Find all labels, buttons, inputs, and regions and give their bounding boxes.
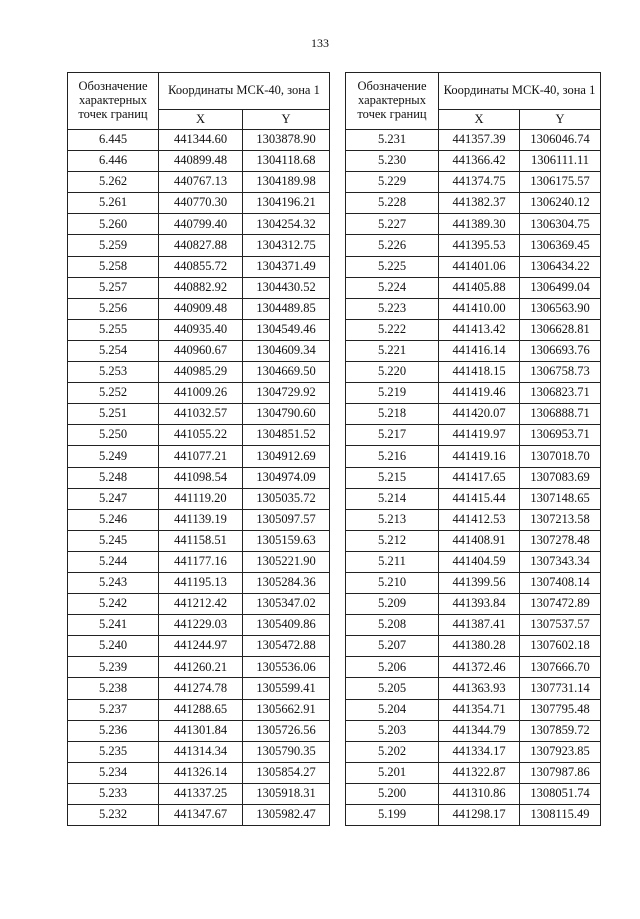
table-row	[68, 298, 330, 319]
y-coordinate-cell: 1307731.14	[520, 678, 601, 699]
x-coordinate-cell: 440909.48	[159, 298, 243, 319]
y-coordinate-cell: 1306046.74	[520, 130, 601, 151]
x-coordinate-cell: 441408.91	[439, 530, 520, 551]
point-id-cell: 5.233	[68, 783, 159, 804]
point-id-cell: 5.236	[68, 720, 159, 741]
table-row	[68, 467, 330, 488]
y-coordinate-cell: 1304912.69	[243, 446, 330, 467]
point-id-cell: 5.232	[68, 805, 159, 826]
y-coordinate-cell: 1306953.71	[520, 425, 601, 446]
x-coordinate-cell: 441417.65	[439, 467, 520, 488]
x-coordinate-cell: 440855.72	[159, 256, 243, 277]
x-coordinate-cell: 441399.56	[439, 572, 520, 593]
x-coordinate-cell: 441382.37	[439, 193, 520, 214]
y-coordinate-cell: 1307795.48	[520, 699, 601, 720]
x-coordinate-cell: 441415.44	[439, 488, 520, 509]
y-coordinate-cell: 1305159.63	[243, 530, 330, 551]
y-coordinate-cell: 1306563.90	[520, 298, 601, 319]
x-coordinate-cell: 441418.15	[439, 362, 520, 383]
point-id-cell: 5.257	[68, 277, 159, 298]
y-coordinate-cell: 1304609.34	[243, 340, 330, 361]
x-coordinate-cell: 441347.67	[159, 805, 243, 826]
point-id-cell: 5.243	[68, 572, 159, 593]
x-coordinate-cell: 441389.30	[439, 214, 520, 235]
x-coordinate-cell: 441412.53	[439, 509, 520, 530]
x-column-header: X	[159, 110, 243, 130]
point-id-cell: 5.244	[68, 551, 159, 572]
x-coordinate-cell: 440960.67	[159, 340, 243, 361]
y-coordinate-cell: 1307018.70	[520, 446, 601, 467]
point-id-cell: 5.252	[68, 383, 159, 404]
y-coordinate-cell: 1305662.91	[243, 699, 330, 720]
y-coordinate-cell: 1304430.52	[243, 277, 330, 298]
point-id-cell: 5.210	[346, 572, 439, 593]
y-coordinate-cell: 1304312.75	[243, 235, 330, 256]
table-row	[346, 741, 601, 762]
coordinates-group-header: Координаты МСК-40, зона 1	[159, 73, 330, 110]
point-id-cell: 5.254	[68, 340, 159, 361]
x-coordinate-cell: 441380.28	[439, 636, 520, 657]
table-row	[68, 277, 330, 298]
point-id-cell: 5.217	[346, 425, 439, 446]
table-row	[346, 805, 601, 826]
table-row	[346, 572, 601, 593]
table-row	[68, 235, 330, 256]
table-row	[68, 404, 330, 425]
table-row	[68, 383, 330, 404]
point-column-header: Обозначение характерных точек границ	[68, 73, 159, 130]
y-coordinate-cell: 1304974.09	[243, 467, 330, 488]
table-row	[346, 172, 601, 193]
x-coordinate-cell: 441401.06	[439, 256, 520, 277]
y-coordinate-cell: 1305918.31	[243, 783, 330, 804]
point-id-cell: 5.227	[346, 214, 439, 235]
y-coordinate-cell: 1307213.58	[520, 509, 601, 530]
y-coordinate-cell: 1306758.73	[520, 362, 601, 383]
table-row	[68, 509, 330, 530]
point-id-cell: 5.212	[346, 530, 439, 551]
y-coordinate-cell: 1308115.49	[520, 805, 601, 826]
table-row	[68, 193, 330, 214]
point-id-cell: 5.218	[346, 404, 439, 425]
x-coordinate-cell: 441322.87	[439, 762, 520, 783]
y-coordinate-cell: 1305221.90	[243, 551, 330, 572]
y-coordinate-cell: 1304489.85	[243, 298, 330, 319]
table-row	[68, 172, 330, 193]
table-row	[68, 720, 330, 741]
point-id-cell: 5.239	[68, 657, 159, 678]
point-id-cell: 5.259	[68, 235, 159, 256]
table-row	[346, 657, 601, 678]
point-id-cell: 5.228	[346, 193, 439, 214]
table-row	[346, 530, 601, 551]
y-coordinate-cell: 1305409.86	[243, 615, 330, 636]
table-row	[68, 636, 330, 657]
point-id-cell: 5.258	[68, 256, 159, 277]
x-coordinate-cell: 441419.46	[439, 383, 520, 404]
table-row	[68, 151, 330, 172]
y-coordinate-cell: 1306888.71	[520, 404, 601, 425]
y-coordinate-cell: 1304189.98	[243, 172, 330, 193]
table-row	[346, 298, 601, 319]
point-id-cell: 5.253	[68, 362, 159, 383]
point-id-cell: 6.446	[68, 151, 159, 172]
x-coordinate-cell: 440827.88	[159, 235, 243, 256]
x-coordinate-cell: 441077.21	[159, 446, 243, 467]
x-coordinate-cell: 441363.93	[439, 678, 520, 699]
table-row	[346, 235, 601, 256]
table-row	[346, 362, 601, 383]
x-coordinate-cell: 441212.42	[159, 594, 243, 615]
table-row	[346, 256, 601, 277]
table-row	[346, 678, 601, 699]
table-row	[346, 383, 601, 404]
y-coordinate-cell: 1304790.60	[243, 404, 330, 425]
table-row	[68, 699, 330, 720]
x-coordinate-cell: 441374.75	[439, 172, 520, 193]
y-coordinate-cell: 1304196.21	[243, 193, 330, 214]
y-coordinate-cell: 1304729.92	[243, 383, 330, 404]
y-coordinate-cell: 1306304.75	[520, 214, 601, 235]
table-row	[68, 762, 330, 783]
x-coordinate-cell: 441419.16	[439, 446, 520, 467]
point-id-cell: 5.247	[68, 488, 159, 509]
point-id-cell: 5.248	[68, 467, 159, 488]
point-id-cell: 5.206	[346, 657, 439, 678]
point-id-cell: 5.205	[346, 678, 439, 699]
point-id-cell: 5.237	[68, 699, 159, 720]
point-id-cell: 5.261	[68, 193, 159, 214]
y-coordinate-cell: 1307859.72	[520, 720, 601, 741]
y-coordinate-cell: 1304118.68	[243, 151, 330, 172]
table-row	[68, 678, 330, 699]
point-id-cell: 5.225	[346, 256, 439, 277]
point-id-cell: 5.216	[346, 446, 439, 467]
x-coordinate-cell: 441055.22	[159, 425, 243, 446]
y-column-header: Y	[520, 110, 601, 130]
point-id-cell: 5.221	[346, 340, 439, 361]
x-coordinate-cell: 441366.42	[439, 151, 520, 172]
point-id-cell: 5.245	[68, 530, 159, 551]
y-coordinate-cell: 1306175.57	[520, 172, 601, 193]
point-id-cell: 5.262	[68, 172, 159, 193]
point-id-cell: 5.241	[68, 615, 159, 636]
x-coordinate-cell: 440767.13	[159, 172, 243, 193]
y-coordinate-cell: 1305035.72	[243, 488, 330, 509]
table-row	[346, 615, 601, 636]
table-row	[68, 551, 330, 572]
point-id-cell: 5.249	[68, 446, 159, 467]
x-coordinate-cell: 441393.84	[439, 594, 520, 615]
y-coordinate-cell: 1305726.56	[243, 720, 330, 741]
point-id-cell: 5.222	[346, 319, 439, 340]
x-coordinate-cell: 441301.84	[159, 720, 243, 741]
point-id-cell: 5.207	[346, 636, 439, 657]
point-id-cell: 5.219	[346, 383, 439, 404]
table-row	[346, 762, 601, 783]
point-id-cell: 5.251	[68, 404, 159, 425]
table-row	[346, 214, 601, 235]
y-coordinate-cell: 1306628.81	[520, 319, 601, 340]
x-coordinate-cell: 441326.14	[159, 762, 243, 783]
table-row	[68, 572, 330, 593]
point-id-cell: 5.215	[346, 467, 439, 488]
x-coordinate-cell: 441260.21	[159, 657, 243, 678]
point-id-cell: 5.229	[346, 172, 439, 193]
table-row	[68, 530, 330, 551]
y-coordinate-cell: 1307472.89	[520, 594, 601, 615]
x-coordinate-cell: 441334.17	[439, 741, 520, 762]
y-coordinate-cell: 1305982.47	[243, 805, 330, 826]
point-id-cell: 5.230	[346, 151, 439, 172]
x-coordinate-cell: 441119.20	[159, 488, 243, 509]
x-coordinate-cell: 441229.03	[159, 615, 243, 636]
y-coordinate-cell: 1307343.34	[520, 551, 601, 572]
table-row	[68, 319, 330, 340]
x-coordinate-cell: 441419.97	[439, 425, 520, 446]
y-coordinate-cell: 1307923.85	[520, 741, 601, 762]
y-coordinate-cell: 1307278.48	[520, 530, 601, 551]
y-coordinate-cell: 1306693.76	[520, 340, 601, 361]
table-row	[68, 615, 330, 636]
y-coordinate-cell: 1304254.32	[243, 214, 330, 235]
table-row	[68, 594, 330, 615]
table-row	[346, 594, 601, 615]
y-column-header: Y	[243, 110, 330, 130]
point-id-cell: 5.246	[68, 509, 159, 530]
y-coordinate-cell: 1305097.57	[243, 509, 330, 530]
y-coordinate-cell: 1307666.70	[520, 657, 601, 678]
table-row	[346, 404, 601, 425]
x-coordinate-cell: 441288.65	[159, 699, 243, 720]
table-row	[346, 488, 601, 509]
table-row	[68, 446, 330, 467]
x-coordinate-cell: 441337.25	[159, 783, 243, 804]
x-coordinate-cell: 441298.17	[439, 805, 520, 826]
point-id-cell: 5.203	[346, 720, 439, 741]
point-id-cell: 5.220	[346, 362, 439, 383]
y-coordinate-cell: 1303878.90	[243, 130, 330, 151]
y-coordinate-cell: 1305790.35	[243, 741, 330, 762]
table-row	[346, 151, 601, 172]
point-id-cell: 5.211	[346, 551, 439, 572]
page-number: 133	[311, 36, 329, 50]
point-id-cell: 5.209	[346, 594, 439, 615]
point-id-cell: 5.224	[346, 277, 439, 298]
coordinates-table-right	[345, 72, 601, 826]
point-id-cell: 5.240	[68, 636, 159, 657]
x-coordinate-cell: 441032.57	[159, 404, 243, 425]
table-row	[68, 362, 330, 383]
x-coordinate-cell: 440882.92	[159, 277, 243, 298]
point-id-cell: 5.256	[68, 298, 159, 319]
point-id-cell: 5.202	[346, 741, 439, 762]
point-id-cell: 5.234	[68, 762, 159, 783]
y-coordinate-cell: 1306369.45	[520, 235, 601, 256]
x-coordinate-cell: 440770.30	[159, 193, 243, 214]
x-coordinate-cell: 441009.26	[159, 383, 243, 404]
point-id-cell: 5.260	[68, 214, 159, 235]
y-coordinate-cell: 1305536.06	[243, 657, 330, 678]
x-coordinate-cell: 441158.51	[159, 530, 243, 551]
x-coordinate-cell: 441354.71	[439, 699, 520, 720]
table-row	[68, 741, 330, 762]
y-coordinate-cell: 1304851.52	[243, 425, 330, 446]
y-coordinate-cell: 1305472.88	[243, 636, 330, 657]
point-id-cell: 5.250	[68, 425, 159, 446]
x-coordinate-cell: 441413.42	[439, 319, 520, 340]
x-coordinate-cell: 441410.00	[439, 298, 520, 319]
point-id-cell: 5.231	[346, 130, 439, 151]
y-coordinate-cell: 1305599.41	[243, 678, 330, 699]
x-coordinate-cell: 441139.19	[159, 509, 243, 530]
y-coordinate-cell: 1307408.14	[520, 572, 601, 593]
table-row	[68, 805, 330, 826]
point-id-cell: 5.223	[346, 298, 439, 319]
y-coordinate-cell: 1307537.57	[520, 615, 601, 636]
table-row	[346, 425, 601, 446]
x-coordinate-cell: 440899.48	[159, 151, 243, 172]
table-row	[68, 783, 330, 804]
point-id-cell: 6.445	[68, 130, 159, 151]
point-id-cell: 5.201	[346, 762, 439, 783]
x-coordinate-cell: 441405.88	[439, 277, 520, 298]
x-coordinate-cell: 440935.40	[159, 319, 243, 340]
x-coordinate-cell: 440985.29	[159, 362, 243, 383]
point-id-cell: 5.204	[346, 699, 439, 720]
y-coordinate-cell: 1304549.46	[243, 319, 330, 340]
table-row	[68, 340, 330, 361]
point-id-cell: 5.214	[346, 488, 439, 509]
point-id-cell: 5.213	[346, 509, 439, 530]
y-coordinate-cell: 1305347.02	[243, 594, 330, 615]
table-row	[346, 340, 601, 361]
x-coordinate-cell: 441372.46	[439, 657, 520, 678]
coordinates-table-left	[67, 72, 330, 826]
y-coordinate-cell: 1306823.71	[520, 383, 601, 404]
table-row	[68, 425, 330, 446]
table-row	[68, 256, 330, 277]
table-row	[68, 130, 330, 151]
x-coordinate-cell: 441404.59	[439, 551, 520, 572]
y-coordinate-cell: 1306434.22	[520, 256, 601, 277]
x-coordinate-cell: 441098.54	[159, 467, 243, 488]
x-coordinate-cell: 441314.34	[159, 741, 243, 762]
point-column-header: Обозначение характерных точек границ	[346, 73, 439, 130]
x-column-header: X	[439, 110, 520, 130]
table-row	[346, 699, 601, 720]
x-coordinate-cell: 441344.60	[159, 130, 243, 151]
y-coordinate-cell: 1307148.65	[520, 488, 601, 509]
x-coordinate-cell: 441387.41	[439, 615, 520, 636]
x-coordinate-cell: 441416.14	[439, 340, 520, 361]
x-coordinate-cell: 441344.79	[439, 720, 520, 741]
table-row	[68, 214, 330, 235]
point-id-cell: 5.238	[68, 678, 159, 699]
table-row	[346, 277, 601, 298]
point-id-cell: 5.200	[346, 783, 439, 804]
x-coordinate-cell: 440799.40	[159, 214, 243, 235]
point-id-cell: 5.242	[68, 594, 159, 615]
y-coordinate-cell: 1306499.04	[520, 277, 601, 298]
x-coordinate-cell: 441244.97	[159, 636, 243, 657]
point-id-cell: 5.226	[346, 235, 439, 256]
coordinates-group-header: Координаты МСК-40, зона 1	[439, 73, 601, 110]
table-row	[346, 783, 601, 804]
table-row	[346, 193, 601, 214]
point-id-cell: 5.255	[68, 319, 159, 340]
table-row	[346, 319, 601, 340]
x-coordinate-cell: 441357.39	[439, 130, 520, 151]
y-coordinate-cell: 1305854.27	[243, 762, 330, 783]
x-coordinate-cell: 441310.86	[439, 783, 520, 804]
point-id-cell: 5.199	[346, 805, 439, 826]
table-row	[346, 636, 601, 657]
table-row	[346, 509, 601, 530]
table-row	[68, 488, 330, 509]
y-coordinate-cell: 1308051.74	[520, 783, 601, 804]
x-coordinate-cell: 441420.07	[439, 404, 520, 425]
x-coordinate-cell: 441395.53	[439, 235, 520, 256]
table-row	[346, 551, 601, 572]
table-row	[346, 446, 601, 467]
x-coordinate-cell: 441274.78	[159, 678, 243, 699]
table-row	[68, 657, 330, 678]
y-coordinate-cell: 1307987.86	[520, 762, 601, 783]
y-coordinate-cell: 1306240.12	[520, 193, 601, 214]
y-coordinate-cell: 1306111.11	[520, 151, 601, 172]
point-id-cell: 5.208	[346, 615, 439, 636]
y-coordinate-cell: 1304371.49	[243, 256, 330, 277]
y-coordinate-cell: 1304669.50	[243, 362, 330, 383]
y-coordinate-cell: 1305284.36	[243, 572, 330, 593]
table-row	[346, 130, 601, 151]
y-coordinate-cell: 1307602.18	[520, 636, 601, 657]
x-coordinate-cell: 441177.16	[159, 551, 243, 572]
table-row	[346, 720, 601, 741]
table-row	[346, 467, 601, 488]
point-id-cell: 5.235	[68, 741, 159, 762]
x-coordinate-cell: 441195.13	[159, 572, 243, 593]
y-coordinate-cell: 1307083.69	[520, 467, 601, 488]
